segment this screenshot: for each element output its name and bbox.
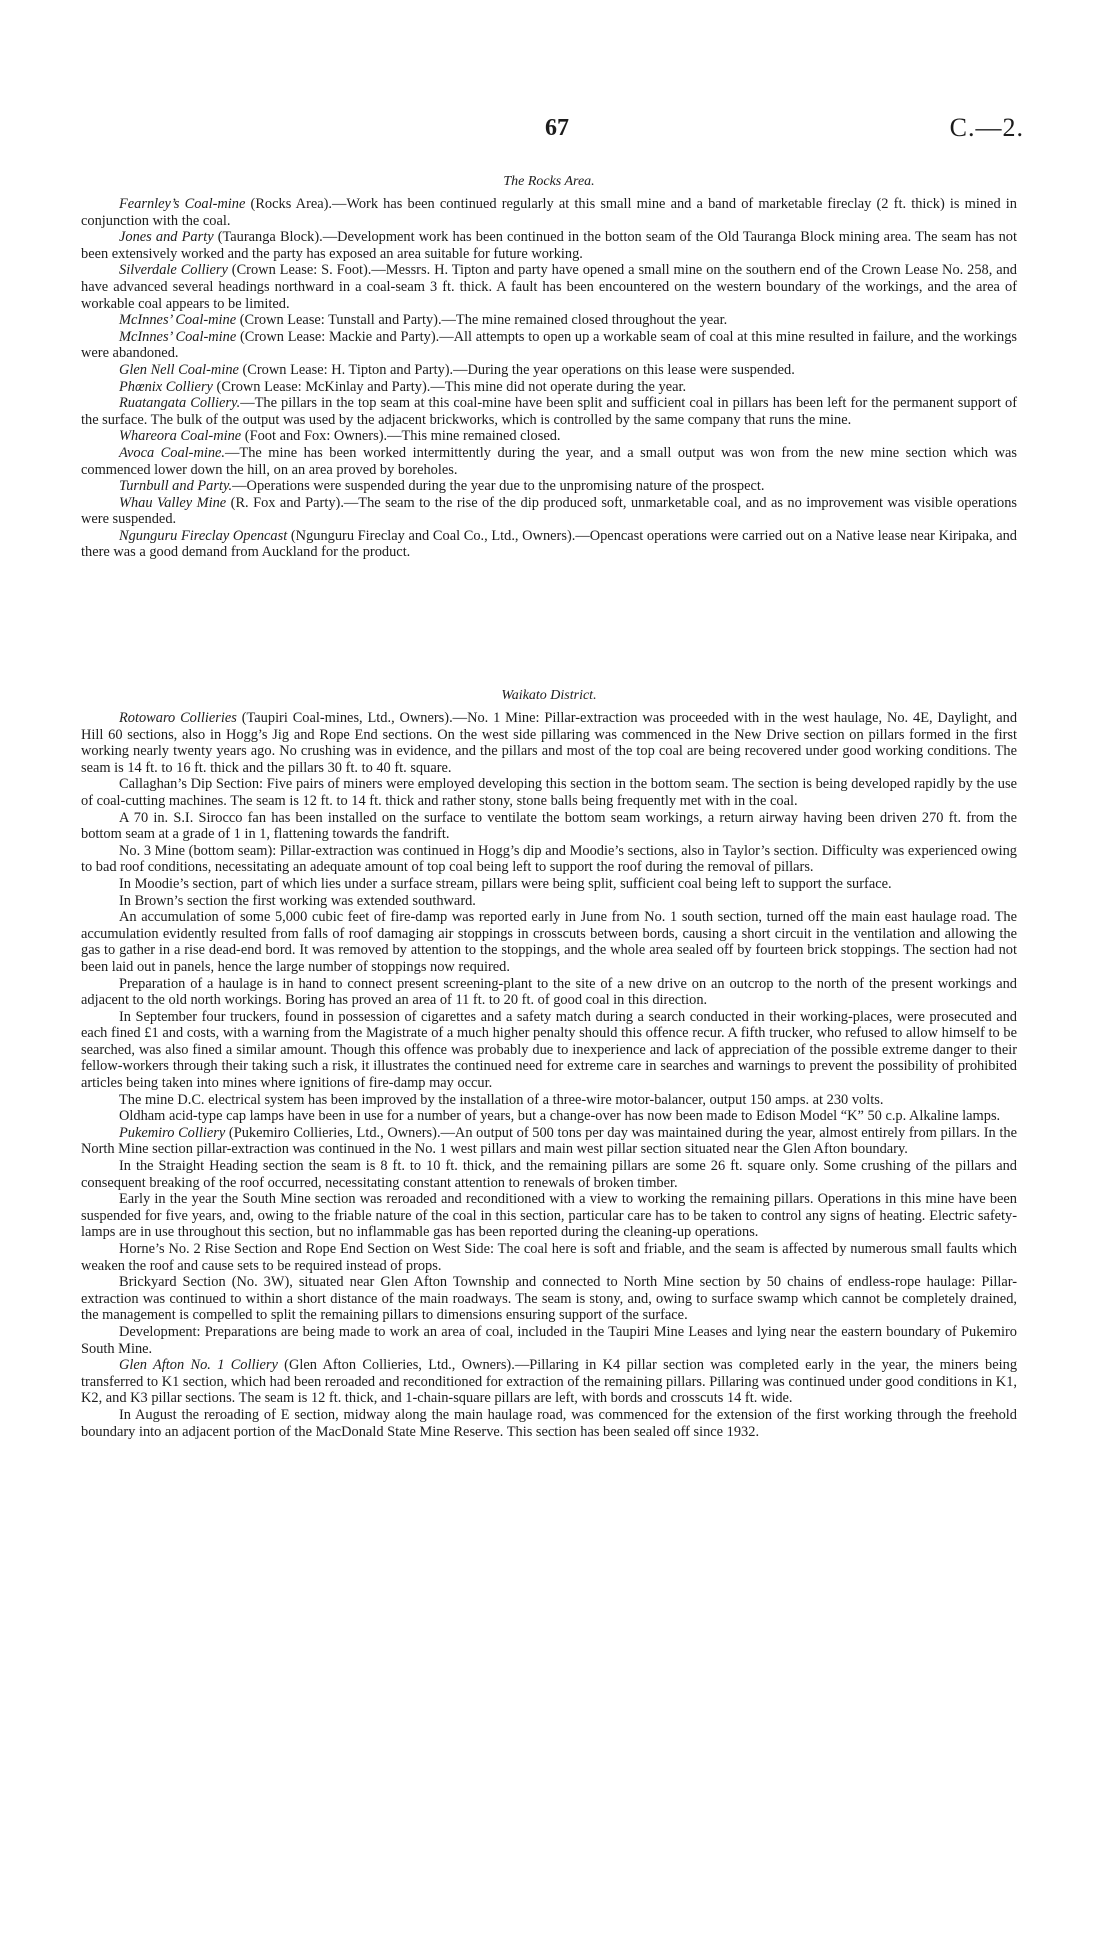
paragraph (81, 196, 1017, 229)
paragraph (81, 1241, 1017, 1274)
paragraph-text: (Crown Lease: S. Foot).—Messrs. H. Tipton and party have opened a small mine on the southern end of the Crown Lease No. 258, and have advanced several headings northward in a coal-seam 3 ft. thick. A fault has been encountered on the western boundary of the workings, and the area of workable coal appears to be limited. (81, 262, 1017, 312)
paragraph-text: In September four truckers, found in possession of cigarettes and a safety match during a search conducted in their working-places, were prosecuted and each fined £1 and costs, with a warning from the Magistrate of a much higher penalty should this offence recur. A fifth trucker, who refused to allow himself to be searched, was also fined a similar amount. Though this offence was probably due to inexperience and lack of appreciation of the possible extreme danger to their fellow-workers through their taking such a risk, it illustrates the continued need for extreme care in searches and warnings to prevent the possibility of prohibited articles being taken into mines where ignitions of fire-damp may occur. (81, 1008, 1017, 1092)
paragraph-text: In Brown’s section the first working was extended southward. (119, 892, 476, 909)
paragraph-text: In August the reroading of E section, midway along the main haulage road, was commenced for the extension of the first working through the freehold boundary into an adjacent portion of the MacDonald State Mine Reserve. This section has been sealed off since 1932. (81, 1406, 1017, 1440)
mine-name: Rotowaro Collieries (119, 710, 237, 726)
paragraph-text: (Foot and Fox: Owners).—This mine remained closed. (241, 428, 561, 445)
paragraph-text: (Tauranga Block).—Development work has been continued in the botton seam of the Old Tauranga Block mining area. The seam has not been extensively worked and the party has exposed an area suitable for future working. (81, 229, 1017, 262)
paragraph (81, 776, 1017, 809)
paragraph (81, 379, 1017, 396)
mine-name: Ruatangata Colliery. (119, 395, 241, 412)
paragraph (81, 362, 1017, 379)
paragraph (81, 843, 1017, 876)
paragraph (81, 1274, 1017, 1324)
paragraph-text: (Crown Lease: H. Tipton and Party).—During the year operations on this lease were suspended. (238, 361, 795, 378)
paragraph-text: (Taupiri Coal-mines, Ltd., Owners).—No. 1 Mine: Pillar-extraction was proceeded with in the west haulage, No. 4E, Daylight, and Hill 60 sections, also in Hogg’s Jig and Rope End sections. On the west side pillaring was commenced in the New Drive section on pillars formed in the first working nearly twenty years ago. No crushing was in evidence, and the pillars and most of the top coal are being recovered under good working conditions. The seam is 14 ft. to 16 ft. thick and the pillars 30 ft. to 40 ft. square. (81, 710, 1018, 776)
paragraph (81, 1092, 1017, 1109)
paragraph (81, 1357, 1017, 1407)
mine-name: Glen Nell Coal-mine (119, 361, 239, 378)
paragraph (81, 909, 1017, 975)
mine-name: Turnbull and Party. (119, 478, 233, 495)
paragraph-text: In Moodie’s section, part of which lies under a surface stream, pillars were being split, sufficient coal being left to support the surface. (119, 875, 892, 892)
paragraph-text: —The mine has been worked intermittently during the year, and a small output was won from the new mine section which was commenced lower down the hill, on an area proved by boreholes. (81, 444, 1018, 478)
paragraph-text: The mine D.C. electrical system has been improved by the installation of a three-wire motor-balancer, output 150 amps. at 230 volts. (119, 1091, 884, 1108)
series-reference: C.—2. (949, 113, 1024, 142)
paragraph-text: A 70 in. S.I. Sirocco fan has been installed on the surface to ventilate the bottom seam workings, a return airway having been driven 270 ft. from the bottom seam at a grade of 1 in 1, flattening towards the fandrift. (81, 809, 1017, 843)
section-waikato-district (81, 688, 1017, 1440)
mine-name: Phœnix Colliery (119, 378, 213, 395)
mine-name: Pukemiro Colliery (119, 1124, 226, 1141)
paragraph-text: —Operations were suspended during the year due to the unpromising nature of the prospect. (232, 478, 765, 495)
paragraph (81, 445, 1017, 478)
section-heading: The Rocks Area. (503, 174, 595, 189)
paragraph-text: (Crown Lease: Mackie and Party).—All attempts to open up a workable seam of coal at this mine resulted in failure, and the workings were abandoned. (81, 328, 1018, 362)
paragraph-text: Brickyard Section (No. 3W), situated near Glen Afton Township and connected to North Mine section by 50 chains of endless-rope haulage: Pillar-extraction was continued to within a short distance of the main roadways. The seam is stony, and, owing to surface swamp which cannot be completely drained, the management is compelled to split the remaining pillars to dimensions ensuring support of the surface. (81, 1274, 1017, 1324)
mine-name: McInnes’ Coal-mine (119, 328, 237, 345)
paragraph (81, 312, 1017, 329)
paragraph (81, 1158, 1017, 1191)
paragraph (81, 528, 1017, 561)
paragraph (81, 495, 1017, 528)
paragraph-text: Development: Preparations are being made to work an area of coal, included in the Taupiri Mine Leases and lying near the eastern boundary of Pukemiro South Mine. (81, 1323, 1017, 1357)
paragraph-text: No. 3 Mine (bottom seam): Pillar-extraction was continued in Hogg’s dip and Moodie’s sections, also in Taylor’s section. Difficulty was experienced owing to bad roof conditions, necessitating an adequate amount of top coal being left to support the roof during the removal of pillars. (81, 842, 1017, 876)
paragraph-text: (Rocks Area).—Work has been continued regularly at this small mine and a band of marketable fireclay (2 ft. thick) is mined in conjunction with the coal. (81, 196, 1017, 229)
paragraph (81, 876, 1017, 893)
paragraph-text: (Pukemiro Collieries, Ltd., Owners).—An output of 500 tons per day was maintained during the year, almost entirely from pillars. In the North Mine section pillar-extraction was continued in the No. 1 west pillars and main west pillar section situated near the Glen Afton boundary. (81, 1124, 1017, 1158)
paragraph (81, 229, 1017, 262)
mine-name: McInnes’ Coal-mine (119, 312, 237, 329)
paragraph (81, 428, 1017, 445)
paragraph-text: Oldham acid-type cap lamps have been in use for a number of years, but a change-over has now been made to Edison Model “K” 50 c.p. Alkaline lamps. (119, 1108, 1001, 1125)
paragraph (81, 1125, 1017, 1158)
paragraph-text: (Glen Afton Collieries, Ltd., Owners).—Pillaring in K4 pillar section was completed early in the year, the miners being transferred to K1 section, which had been reroaded and reconditioned for extraction of the remaining pillars. Pillaring was continued under good conditions in K1, K2, and K3 pillar sections. The seam is 12 ft. thick, and 1-chain-square pillars are left, with bords and crosscuts 14 ft. wide. (81, 1357, 1018, 1407)
paragraph-text: (Crown Lease: Tunstall and Party).—The mine remained closed throughout the year. (236, 312, 728, 329)
mine-name: Silverdale Colliery (119, 262, 228, 279)
section-rocks-area (81, 174, 1017, 561)
paragraph-text: Callaghan’s Dip Section: Five pairs of miners were employed developing this section in the bottom seam. The section is being developed rapidly by the use of coal-cutting machines. The seam is 12 ft. to 14 ft. thick and rather stony, stone balls being frequently met with in the coal. (81, 776, 1017, 809)
paragraph-text: Preparation of a haulage is in hand to connect present screening-plant to the site of a new drive on an outcrop to the north of the present workings and adjacent to the old north workings. Boring has proved an area of 11 ft. to 20 ft. of good coal in this direction. (81, 975, 1017, 1009)
paragraph (81, 329, 1017, 362)
paragraph (81, 976, 1017, 1009)
mine-name: Fearnley’s Coal-mine (119, 196, 246, 212)
mine-name: Glen Afton No. 1 Colliery (119, 1357, 278, 1374)
page-number: 67 (545, 115, 569, 141)
paragraph-text: An accumulation of some 5,000 cubic feet of fire-damp was reported early in June from No. 1 south section, turned off the main east haulage road. The accumulation evidently resulted from falls of roof damaging air stoppings in crosscuts between bords, causing a short circuit in the ventilation and allowing the gas to gather in a rise dead-end bord. It was removed by attention to the stoppings, and the whole area sealed off by fourteen brick stoppings. The section had not been laid out in panels, hence the large number of stoppings now required. (81, 909, 1017, 975)
paragraph (81, 395, 1017, 428)
paragraph (81, 1009, 1017, 1092)
section-heading: Waikato District. (501, 688, 597, 703)
mine-name: Whau Valley Mine (119, 494, 227, 511)
paragraph (81, 893, 1017, 910)
paragraph (81, 1108, 1017, 1125)
paragraph (81, 1191, 1017, 1241)
paragraph-text: —The pillars in the top seam at this coal-mine have been split and sufficient coal in pillars has been left for the permanent support of the surface. The bulk of the output was used by the adjacent brickworks, which is controlled by the same company that runs the mine. (81, 395, 1017, 428)
paragraph-text: (Ngunguru Fireclay and Coal Co., Ltd., Owners).—Opencast operations were carried out on a Native lease near Kiripaka, and there was a good demand from Auckland for the product. (81, 527, 1017, 561)
paragraph-text: (R. Fox and Party).—The seam to the rise of the dip produced soft, unmarketable coal, and as no improvement was visible operations were suspended. (81, 494, 1017, 528)
paragraph (81, 710, 1017, 776)
paragraph (81, 1324, 1017, 1357)
paragraph (81, 810, 1017, 843)
paragraph-text: In the Straight Heading section the seam is 8 ft. to 10 ft. thick, and the remaining pillars are some 26 ft. square only. Some crushing of the pillars and consequent breaking of the roof occurred, necessitating constant attention to renewals of broken timber. (81, 1158, 1017, 1191)
paragraph-text: (Crown Lease: McKinlay and Party).—This mine did not operate during the year. (212, 378, 687, 395)
paragraph (81, 478, 1017, 495)
paragraph (81, 262, 1017, 312)
mine-name: Whareora Coal-mine (119, 428, 242, 445)
paragraph (81, 1407, 1017, 1440)
mine-name: Jones and Party (119, 229, 214, 246)
mine-name: Ngunguru Fireclay Opencast (119, 527, 288, 544)
mine-name: Avoca Coal-mine. (119, 444, 226, 461)
paragraph-text: Horne’s No. 2 Rise Section and Rope End Section on West Side: The coal here is soft and friable, and the seam is affected by numerous small faults which weaken the roof and cause sets to be required instead of props. (81, 1241, 1017, 1274)
paragraph-text: Early in the year the South Mine section was reroaded and reconditioned with a view to working the remaining pillars. Operations in this mine have been suspended for five years, and, owing to the friable nature of the coal in this section, particular care has to be taken to control any signs of heating. Electric safety-lamps are in use throughout this section, but no inflammable gas has been reported during the cleaning-up operations. (81, 1191, 1017, 1241)
